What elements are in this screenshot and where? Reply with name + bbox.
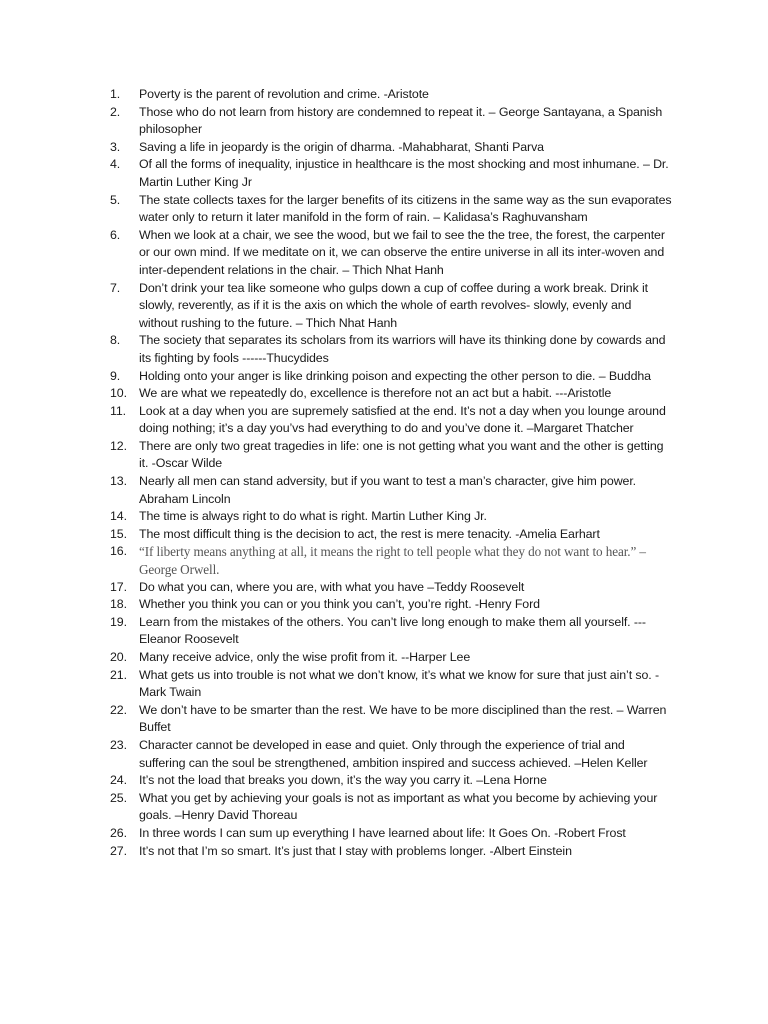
quote-item	[110, 473, 672, 508]
quote-text: In three words I can sum up everything I have learned about life: It Goes On. -Robert Frost	[139, 825, 626, 840]
quote-text: The most difficult thing is the decision to act, the rest is mere tenacity. -Amelia Earhart	[139, 526, 600, 541]
quote-number: 21.	[110, 667, 127, 682]
quote-list	[110, 86, 672, 860]
quote-item	[110, 790, 672, 825]
quote-item	[110, 280, 672, 333]
quote-number: 10.	[110, 386, 127, 401]
quote-text: Poverty is the parent of revolution and crime. -Aristote	[139, 87, 429, 101]
quote-number: 9.	[110, 368, 121, 383]
quote-item	[110, 332, 672, 367]
quote-text: Whether you think you can or you think you can’t, you’re right. -Henry Ford	[139, 597, 540, 612]
quote-number: 12.	[110, 438, 127, 453]
quote-text: Learn from the mistakes of the others. You can’t live long enough to make them all yourself. ---Eleanor Roosevelt	[139, 614, 646, 647]
quote-text: What gets us into trouble is not what we don’t know, it’s what we know for sure that just ain’t so. -Mark Twain	[139, 667, 659, 700]
quote-text: When we look at a chair, we see the wood, but we fail to see the the tree, the forest, the carpenter or our own mind. If we meditate on it, we can observe the entire universe in all its inter-woven and inter-dependent relations in the chair. – Thich Nhat Hanh	[139, 227, 665, 277]
quote-item	[110, 526, 672, 544]
quote-text: We are what we repeatedly do, excellence is therefore not an act but a habit. ---Aristotle	[139, 386, 612, 401]
quote-number: 1.	[110, 87, 121, 101]
quote-text: Look at a day when you are supremely satisfied at the end. It’s not a day when you lounge around doing nothing; it’s a day you’vs had everything to do and you’ve done it. –Margaret Thatcher	[139, 403, 666, 436]
quote-number: 20.	[110, 650, 127, 664]
quote-text: Those who do not learn from history are condemned to repeat it. – George Santayana, a Spanish philosopher	[139, 104, 663, 137]
quote-number: 18.	[110, 597, 127, 612]
quote-item	[110, 385, 672, 403]
quote-item	[110, 543, 672, 578]
quote-number: 23.	[110, 737, 127, 752]
quote-text: Of all the forms of inequality, injustice in healthcare is the most shocking and most inhumane. – Dr. Martin Luther King Jr	[139, 157, 669, 189]
quote-number: 8.	[110, 333, 121, 348]
quote-number: 11.	[110, 403, 127, 418]
quote-item	[110, 438, 672, 473]
quote-text: Many receive advice, only the wise profit from it. --Harper Lee	[139, 650, 471, 664]
quote-text: We don’t have to be smarter than the rest. We have to be more disciplined than the rest. – Warren Buffet	[139, 702, 667, 735]
quote-text: “If liberty means anything at all, it means the right to tell people what they do not want to hear.” – George Orwell.	[139, 544, 646, 578]
quote-number: 19.	[110, 614, 127, 629]
quote-item	[110, 649, 672, 667]
quote-number: 6.	[110, 227, 121, 242]
quote-item	[110, 368, 672, 386]
quote-number: 2.	[110, 104, 121, 119]
quote-item	[110, 614, 672, 649]
quote-item	[110, 104, 672, 139]
quote-text: The society that separates its scholars from its warriors will have its thinking done by cowards and its fighting by fools ------Thucydides	[139, 333, 666, 365]
quote-item	[110, 667, 672, 702]
quote-item	[110, 192, 672, 227]
quote-text: Saving a life in jeopardy is the origin of dharma. -Mahabharat, Shanti Parva	[139, 139, 544, 154]
quote-text: It’s not that I’m so smart. It’s just that I stay with problems longer. -Albert Einstein	[139, 843, 572, 858]
quote-number: 7.	[110, 280, 121, 295]
quote-number: 17.	[110, 579, 127, 594]
quote-item	[110, 139, 672, 157]
quote-number: 26.	[110, 825, 127, 840]
quote-item	[110, 403, 672, 438]
quote-number: 16.	[110, 544, 127, 559]
quote-item	[110, 156, 672, 191]
quote-text: Don’t drink your tea like someone who gulps down a cup of coffee during a work break. Drink it slowly, reverently, as if it is the axis on which the whole of earth revolves- slowly, evenly and without rushing to the future. – Thich Nhat Hanh	[139, 280, 648, 330]
quote-item	[110, 737, 672, 772]
quote-text: Do what you can, where you are, with what you have –Teddy Roosevelt	[139, 579, 525, 594]
quote-item	[110, 843, 672, 861]
quote-item	[110, 86, 672, 104]
quote-text: Character cannot be developed in ease and quiet. Only through the experience of trial and suffering can the soul be strengthened, ambition inspired and success achieved. –Helen Keller	[139, 737, 648, 770]
quote-text: There are only two great tragedies in life: one is not getting what you want and the other is getting it. -Oscar Wilde	[139, 438, 664, 471]
quote-number: 24.	[110, 773, 127, 788]
quote-number: 25.	[110, 790, 127, 805]
quote-item	[110, 579, 672, 597]
quote-number: 5.	[110, 192, 121, 207]
quote-number: 15.	[110, 526, 127, 541]
quote-item	[110, 227, 672, 280]
quote-number: 13.	[110, 474, 127, 489]
quote-number: 22.	[110, 702, 127, 717]
quote-text: Holding onto your anger is like drinking poison and expecting the other person to die. – Buddha	[139, 368, 651, 383]
quote-number: 4.	[110, 157, 121, 172]
quote-number: 27.	[110, 843, 127, 858]
quote-item	[110, 596, 672, 614]
quote-text: What you get by achieving your goals is not as important as what you become by achieving your goals. –Henry David Thoreau	[139, 790, 658, 823]
quote-text: Nearly all men can stand adversity, but if you want to test a man’s character, give him power. Abraham Lincoln	[139, 474, 637, 506]
quote-text: The time is always right to do what is right. Martin Luther King Jr.	[139, 509, 487, 524]
quote-text: The state collects taxes for the larger benefits of its citizens in the same way as the sun evaporates water only to return it later manifold in the form of rain. – Kalidasa’s Raghuvansham	[139, 192, 672, 225]
quote-number: 3.	[110, 139, 121, 154]
quote-text: It’s not the load that breaks you down, it’s the way you carry it. –Lena Horne	[139, 773, 547, 788]
quote-item	[110, 772, 672, 790]
quote-item	[110, 702, 672, 737]
quote-number: 14.	[110, 509, 127, 524]
quote-item	[110, 508, 672, 526]
quote-item	[110, 825, 672, 843]
